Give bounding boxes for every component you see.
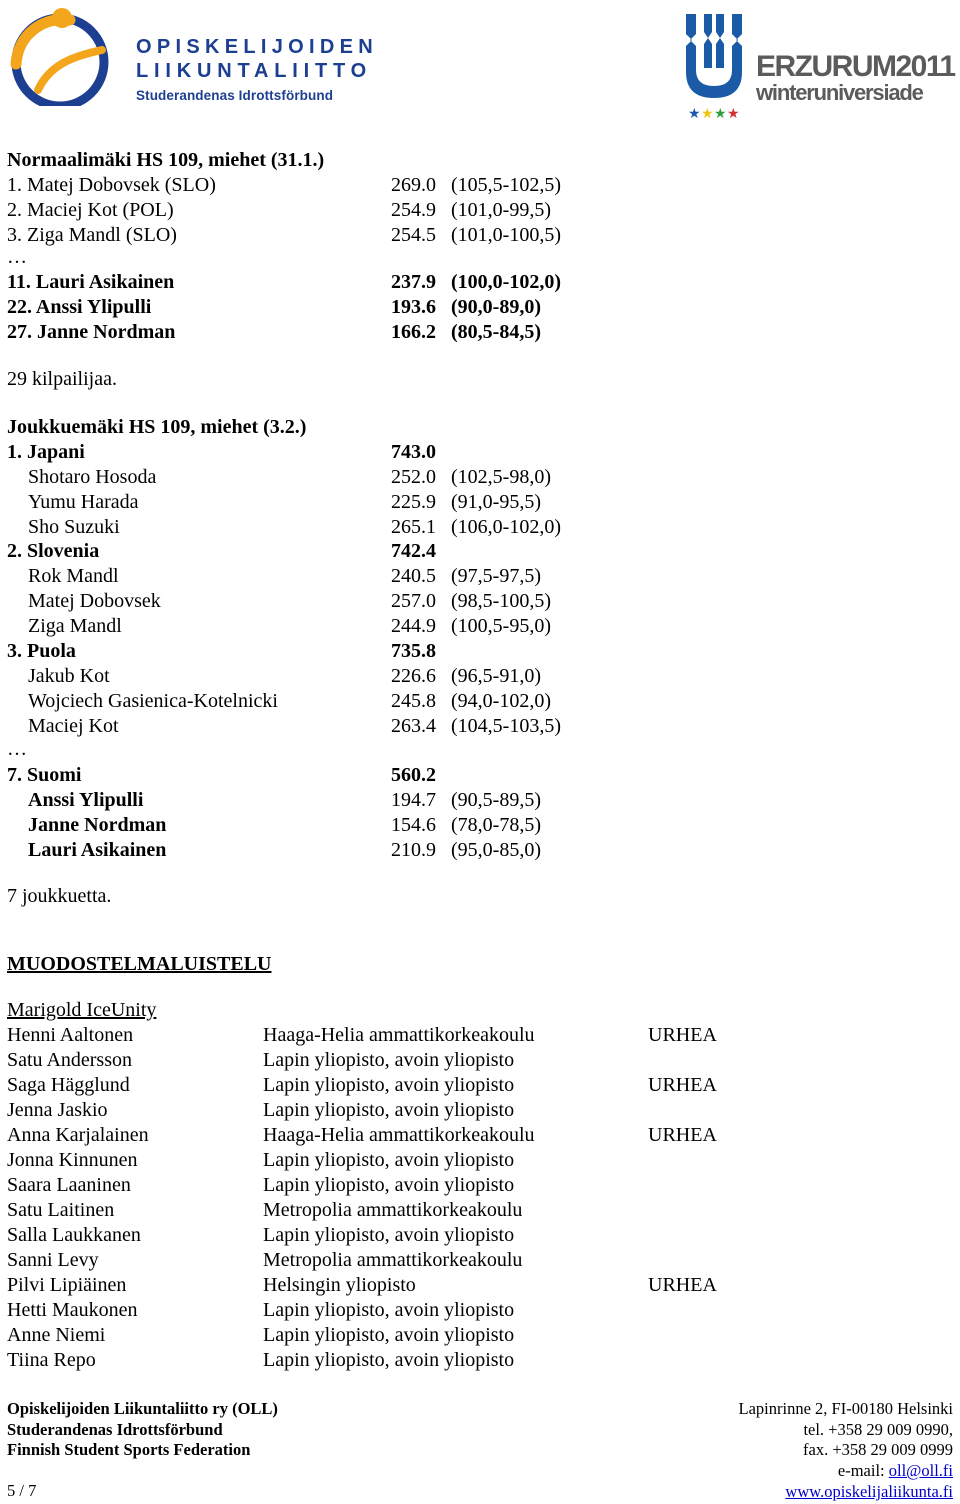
result-points: 166.2 [391,321,436,343]
erzurum-logo-subtitle: winteruniversiade [756,80,923,105]
result-name: 27. Janne Nordman [7,321,176,343]
result-jumps: (105,5-102,5) [451,174,561,196]
footer-organization [7,1399,278,1461]
svg-text:★: ★ [701,106,714,122]
member-name: Maciej Kot [28,715,119,737]
member-points: 263.4 [391,715,436,737]
result-ellipsis: … [7,246,27,268]
member-jumps: (91,0-95,5) [451,491,541,513]
skater-name: Saga Hägglund [7,1074,130,1096]
member-points: 244.9 [391,615,436,637]
member-jumps: (106,0-102,0) [451,516,561,538]
skater-school: Lapin yliopisto, avoin yliopisto [263,1049,515,1071]
member-name: Shotaro Hosoda [28,466,157,488]
result-jumps: (90,0-89,0) [451,296,541,318]
team-total: 735.8 [391,640,436,662]
skater-name: Pilvi Lipiäinen [7,1274,127,1296]
member-jumps: (78,0-78,5) [451,814,541,836]
footer-org-line: Opiskelijoiden Liikuntaliitto ry (OLL) [7,1399,278,1418]
team-name: 3. Puola [7,640,76,662]
result-name: 1. Matej Dobovsek (SLO) [7,174,216,196]
skater-name: Hetti Maukonen [7,1299,138,1321]
member-jumps: (94,0-102,0) [451,690,551,712]
skater-school: Haaga-Helia ammattikorkeakoulu [263,1124,535,1146]
member-jumps: (96,5-91,0) [451,665,541,687]
member-name: Wojciech Gasienica-Kotelnicki [28,690,278,712]
skater-school: Metropolia ammattikorkeakoulu [263,1199,523,1221]
member-jumps: (90,5-89,5) [451,789,541,811]
skater-school: Lapin yliopisto, avoin yliopisto [263,1324,515,1346]
footer-tel: tel. +358 29 009 0990, [803,1419,953,1439]
result-points: 193.6 [391,296,436,318]
skater-school: Metropolia ammattikorkeakoulu [263,1249,523,1271]
normal-hill-title: Normaalimäki HS 109, miehet (31.1.) [7,149,325,171]
universiade-emblem-icon [682,10,752,122]
skater-name: Jenna Jaskio [7,1099,108,1121]
skating-team-name: Marigold IceUnity [7,999,157,1021]
member-name: Ziga Mandl [28,615,122,637]
member-points: 226.6 [391,665,436,687]
footer-org-line: Studerandenas Idrottsförbund [7,1419,223,1439]
team-hill-title: Joukkuemäki HS 109, miehet (3.2.) [7,416,307,438]
erzurum-logo-name: ERZURUM2011 [756,50,955,83]
member-jumps: (104,5-103,5) [451,715,561,737]
skater-tag: URHEA [648,1024,717,1046]
result-points: 269.0 [391,174,436,196]
skater-school: Lapin yliopisto, avoin yliopisto [263,1299,515,1321]
skater-tag: URHEA [648,1274,717,1296]
skater-name: Jonna Kinnunen [7,1149,138,1171]
team-total: 742.4 [391,540,436,562]
skater-school: Helsingin yliopisto [263,1274,416,1296]
skater-name: Satu Andersson [7,1049,132,1071]
svg-text:★: ★ [688,106,701,122]
oll-emblem-icon [4,4,116,106]
skater-school: Lapin yliopisto, avoin yliopisto [263,1149,515,1171]
member-jumps: (98,5-100,5) [451,590,551,612]
oll-logo-line3: Studerandenas Idrottsförbund [136,88,334,103]
skater-name: Tiina Repo [7,1349,96,1371]
result-points: 254.9 [391,199,436,221]
oll-logo [4,4,379,106]
skater-name: Henni Aaltonen [7,1024,134,1046]
svg-text:★: ★ [714,106,727,122]
member-points: 225.9 [391,491,436,513]
skater-tag: URHEA [648,1124,717,1146]
result-points: 254.5 [391,224,436,246]
footer-email-line [739,1461,953,1482]
skater-name: Anne Niemi [7,1324,106,1346]
member-name: Anssi Ylipulli [28,789,144,811]
skater-school: Lapin yliopisto, avoin yliopisto [263,1099,515,1121]
skater-name: Salla Laukkanen [7,1224,141,1246]
footer-website-link[interactable]: www.opiskelijaliikunta.fi [785,1481,953,1501]
result-jumps: (80,5-84,5) [451,321,541,343]
teams-count: 7 joukkuetta. [7,885,112,907]
skater-school: Lapin yliopisto, avoin yliopisto [263,1224,515,1246]
footer-fax: fax. +358 29 009 0999 [803,1440,953,1460]
team-total: 560.2 [391,764,436,786]
team-name: 2. Slovenia [7,540,100,562]
member-jumps: (100,5-95,0) [451,615,551,637]
team-ellipsis: … [7,738,27,760]
member-points: 245.8 [391,690,436,712]
member-jumps: (102,5-98,0) [451,466,551,488]
result-jumps: (100,0-102,0) [451,271,561,293]
member-points: 252.0 [391,466,436,488]
member-name: Yumu Harada [28,491,139,513]
result-name: 3. Ziga Mandl (SLO) [7,224,177,246]
member-jumps: (95,0-85,0) [451,839,541,861]
team-total: 743.0 [391,441,436,463]
skater-school: Lapin yliopisto, avoin yliopisto [263,1174,515,1196]
member-jumps: (97,5-97,5) [451,565,541,587]
footer-email-label: e-mail: [837,1461,889,1481]
svg-text:★: ★ [727,106,740,122]
member-name: Rok Mandl [28,565,119,587]
footer-address: Lapinrinne 2, FI-00180 Helsinki [738,1399,953,1418]
skater-name: Saara Laaninen [7,1174,131,1196]
skater-school: Lapin yliopisto, avoin yliopisto [263,1349,515,1371]
oll-logo-line2: LIIKUNTALIITTO [136,60,372,82]
skater-name: Anna Karjalainen [7,1124,149,1146]
skater-school: Lapin yliopisto, avoin yliopisto [263,1074,515,1096]
member-name: Sho Suzuki [28,516,120,538]
skater-name: Satu Laitinen [7,1199,115,1221]
member-name: Matej Dobovsek [28,590,161,612]
skating-heading: MUODOSTELMALUISTELU [7,953,272,975]
oll-logo-line1: OPISKELIJOIDEN [136,36,379,58]
skater-school: Haaga-Helia ammattikorkeakoulu [263,1024,535,1046]
member-points: 257.0 [391,590,436,612]
page-number: 5 / 7 [7,1481,37,1500]
member-name: Janne Nordman [28,814,167,836]
footer-email-link[interactable]: oll@oll.fi [888,1461,953,1481]
footer-contact [739,1399,953,1503]
result-points: 237.9 [391,271,436,293]
result-jumps: (101,0-100,5) [451,224,561,246]
member-points: 240.5 [391,565,436,587]
member-points: 265.1 [391,516,436,538]
team-name: 7. Suomi [7,764,82,786]
member-points: 210.9 [391,839,436,861]
skater-name: Sanni Levy [7,1249,99,1271]
skater-tag: URHEA [648,1074,717,1096]
participants-count: 29 kilpailijaa. [7,368,117,390]
footer-website-line [739,1482,953,1503]
result-name: 11. Lauri Asikainen [7,271,175,293]
result-jumps: (101,0-99,5) [451,199,551,221]
erzurum-universiade-logo [682,10,955,122]
result-name: 22. Anssi Ylipulli [7,296,152,318]
member-name: Jakub Kot [28,665,110,687]
result-name: 2. Maciej Kot (POL) [7,199,174,221]
member-name: Lauri Asikainen [28,839,167,861]
footer-org-line: Finnish Student Sports Federation [7,1440,251,1460]
team-name: 1. Japani [7,441,85,463]
member-points: 194.7 [391,789,436,811]
member-points: 154.6 [391,814,436,836]
